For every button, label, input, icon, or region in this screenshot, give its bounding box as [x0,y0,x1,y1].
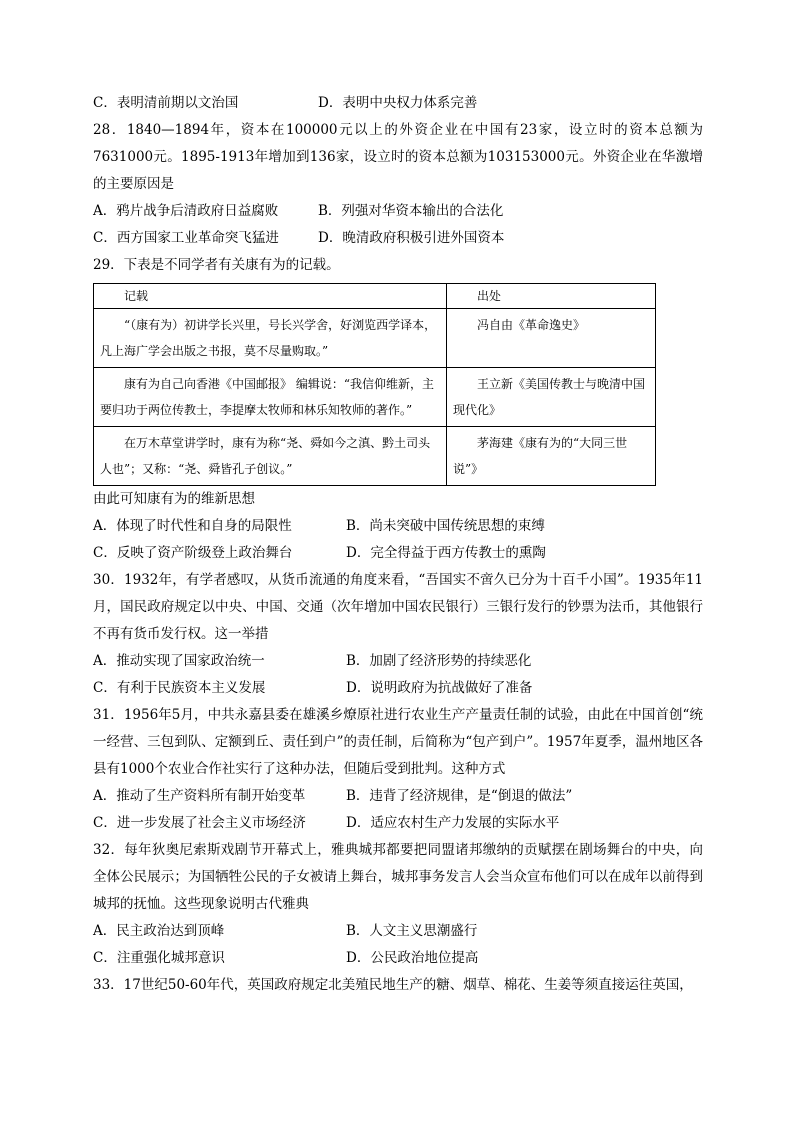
exam-page [93,90,703,999]
q30-stem: 30．1932年，有学者感叹，从货币流通的角度来看，“吾国实不啻久已分为十百千小国”。1935年11月，国民政府规定以中央、中国、交通（次年增加中国农民银行）三银行发行的钞票为法币，其他银行不再有货币发行权。这一举措 [93,572,703,642]
q29-question: 由此可知康有为的维新思想 [93,491,255,507]
q27-option-c[interactable]: C．表明清前期以文治国 [93,95,239,111]
q28-option-c[interactable]: C．西方国家工业革命突飞猛进 [93,230,279,246]
table-header-row [94,284,656,309]
q30-option-d[interactable]: D．说明政府为抗战做好了准备 [346,680,533,696]
q28-option-a[interactable]: A．鸦片战争后清政府日益腐败 [93,203,279,219]
q33-stem: 33．17世纪50-60年代，英国政府规定北美殖民地生产的糖、烟草、棉花、生姜等须直接运往英国， [93,977,693,993]
table-cell-record: 在万木草堂讲学时，康有为称“尧、舜如今之滇、黔土司头人也”；又称：“尧、舜皆孔子创议。” [94,427,447,486]
table-cell-record: “（康有为）初讲学长兴里，号长兴学舍，好浏览西学译本，凡上海广学会出版之书报，莫不尽量购取。” [94,309,447,368]
q29-option-d[interactable]: D．完全得益于西方传教士的熏陶 [346,545,546,561]
q28-options-cd [93,225,703,252]
q28-options-ab [93,198,703,225]
table-cell-source: 王立新《美国传教士与晚清中国现代化》 [447,368,656,427]
q32-stem: 32．每年狄奥尼索斯戏剧节开幕式上，雅典城邦都要把同盟诸邦缴纳的贡赋摆在剧场舞台的中央，向全体公民展示；为国牺牲公民的子女被请上舞台，城邦事务发言人会当众宣布他们可以在成年以前得到城邦的抚恤。这些现象说明古代雅典 [93,842,703,912]
q28-option-b[interactable]: B．列强对华资本输出的合法化 [318,203,504,219]
table-header-source: 出处 [447,284,656,309]
q32-option-c[interactable]: C．注重强化城邦意识 [93,950,225,966]
q32-options-ab [93,918,703,945]
q31-option-a[interactable]: A．推动了生产资料所有制开始变革 [93,788,306,804]
table-cell-record: 康有为自己向香港《中国邮报》 编辑说：“我信仰维新，主要归功于两位传教士，李提摩太牧师和林乐知牧师的著作。” [94,368,447,427]
q27-options-cd [93,90,703,117]
q29-options-cd [93,540,703,567]
q29-options-ab [93,513,703,540]
q31-stem: 31．1956年5月，中共永嘉县委在雄溪乡燎原社进行农业生产产量责任制的试验，由此在中国首创“统一经营、三包到队、定额到丘、责任到户”的责任制，后简称为“包产到户”。1957年夏季，温州地区各县有1000个农业合作社实行了这种办法，但随后受到批判。这种方式 [93,707,703,777]
q30-option-c[interactable]: C．有利于民族资本主义发展 [93,680,266,696]
q27-option-d[interactable]: D．表明中央权力体系完善 [318,95,478,111]
q32-option-b[interactable]: B．人文主义思潮盛行 [346,923,478,939]
q32-option-a[interactable]: A．民主政治达到顶峰 [93,923,225,939]
q28-stem: 28．1840—1894年，资本在100000元以上的外资企业在中国有23家，设立时的资本总额为7631000元。1895-1913年增加到136家，设立时的资本总额为103153000元。外资企业在华激增的主要原因是 [93,122,703,192]
q30-option-b[interactable]: B．加剧了经济形势的持续恶化 [346,653,532,669]
q32-option-d[interactable]: D．公民政治地位提高 [346,950,479,966]
q29-option-c[interactable]: C．反映了资产阶级登上政治舞台 [93,545,293,561]
q31-option-b[interactable]: B．违背了经济规律，是“倒退的做法” [346,788,573,804]
table-row [94,427,656,486]
q32-options-cd [93,945,703,972]
table-header-record: 记载 [94,284,447,309]
table-row [94,368,656,427]
q31-options-ab [93,783,703,810]
q31-option-d[interactable]: D．适应农村生产力发展的实际水平 [346,815,560,831]
q29-option-b[interactable]: B．尚未突破中国传统思想的束缚 [346,518,545,534]
table-cell-source: 茅海建《康有为的“大同三世说”》 [447,427,656,486]
q28-option-d[interactable]: D．晚清政府积极引进外国资本 [318,230,505,246]
table-cell-source: 冯自由《革命逸史》 [447,309,656,368]
q29-option-a[interactable]: A．体现了时代性和自身的局限性 [93,518,292,534]
q31-options-cd [93,810,703,837]
q31-option-c[interactable]: C．进一步发展了社会主义市场经济 [93,815,306,831]
q29-stem: 29．下表是不同学者有关康有为的记载。 [93,257,340,273]
q30-options-cd [93,675,703,702]
table-row [94,309,656,368]
q30-option-a[interactable]: A．推动实现了国家政治统一 [93,653,265,669]
q29-records-table [93,283,656,486]
q30-options-ab [93,648,703,675]
